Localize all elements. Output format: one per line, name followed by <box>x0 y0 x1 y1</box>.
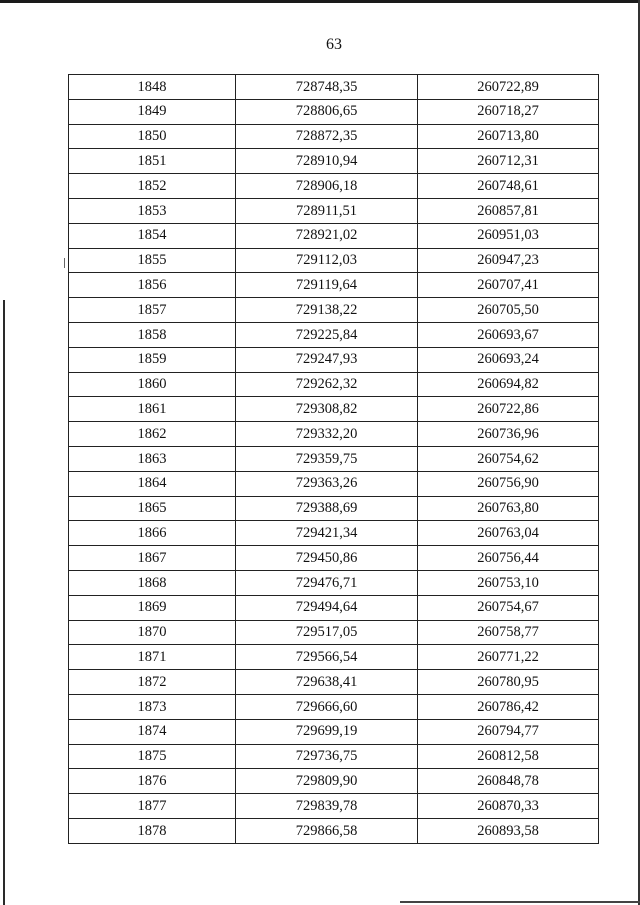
x-coordinate-cell: 729359,75 <box>236 446 418 471</box>
x-coordinate-cell: 729308,82 <box>236 397 418 422</box>
y-coordinate-cell: 260693,24 <box>418 347 599 372</box>
point-number-cell: 1874 <box>69 719 236 744</box>
x-coordinate-cell: 728748,35 <box>236 75 418 100</box>
y-coordinate-cell: 260786,42 <box>418 694 599 719</box>
point-number-cell: 1848 <box>69 75 236 100</box>
scan-border-bottom <box>400 901 640 903</box>
point-number-cell: 1876 <box>69 769 236 794</box>
point-number-cell: 1867 <box>69 546 236 571</box>
table-row <box>69 570 599 595</box>
y-coordinate-cell: 260870,33 <box>418 794 599 819</box>
x-coordinate-cell: 729566,54 <box>236 645 418 670</box>
y-coordinate-cell: 260718,27 <box>418 99 599 124</box>
y-coordinate-cell: 260758,77 <box>418 620 599 645</box>
point-number-cell: 1864 <box>69 471 236 496</box>
coordinates-table-body <box>69 75 599 844</box>
table-row <box>69 794 599 819</box>
table-row <box>69 174 599 199</box>
y-coordinate-cell: 260794,77 <box>418 719 599 744</box>
y-coordinate-cell: 260713,80 <box>418 124 599 149</box>
x-coordinate-cell: 729517,05 <box>236 620 418 645</box>
y-coordinate-cell: 260754,67 <box>418 595 599 620</box>
point-number-cell: 1877 <box>69 794 236 819</box>
y-coordinate-cell: 260705,50 <box>418 298 599 323</box>
y-coordinate-cell: 260712,31 <box>418 149 599 174</box>
table-row <box>69 124 599 149</box>
point-number-cell: 1866 <box>69 521 236 546</box>
x-coordinate-cell: 729332,20 <box>236 422 418 447</box>
point-number-cell: 1860 <box>69 372 236 397</box>
x-coordinate-cell: 729247,93 <box>236 347 418 372</box>
point-number-cell: 1853 <box>69 198 236 223</box>
y-coordinate-cell: 260947,23 <box>418 248 599 273</box>
table-row <box>69 446 599 471</box>
table-row <box>69 372 599 397</box>
point-number-cell: 1851 <box>69 149 236 174</box>
y-coordinate-cell: 260812,58 <box>418 744 599 769</box>
x-coordinate-cell: 728911,51 <box>236 198 418 223</box>
table-row <box>69 645 599 670</box>
point-number-cell: 1863 <box>69 446 236 471</box>
point-number-cell: 1869 <box>69 595 236 620</box>
point-number-cell: 1870 <box>69 620 236 645</box>
point-number-cell: 1856 <box>69 273 236 298</box>
table-row <box>69 521 599 546</box>
x-coordinate-cell: 728910,94 <box>236 149 418 174</box>
point-number-cell: 1859 <box>69 347 236 372</box>
x-coordinate-cell: 729494,64 <box>236 595 418 620</box>
table-row <box>69 75 599 100</box>
table-row <box>69 670 599 695</box>
point-number-cell: 1861 <box>69 397 236 422</box>
table-row <box>69 347 599 372</box>
y-coordinate-cell: 260694,82 <box>418 372 599 397</box>
table-row <box>69 248 599 273</box>
y-coordinate-cell: 260707,41 <box>418 273 599 298</box>
table-row <box>69 620 599 645</box>
scan-border-top <box>0 0 640 3</box>
y-coordinate-cell: 260951,03 <box>418 223 599 248</box>
x-coordinate-cell: 729450,86 <box>236 546 418 571</box>
y-coordinate-cell: 260756,44 <box>418 546 599 571</box>
x-coordinate-cell: 729839,78 <box>236 794 418 819</box>
y-coordinate-cell: 260893,58 <box>418 818 599 843</box>
y-coordinate-cell: 260753,10 <box>418 570 599 595</box>
y-coordinate-cell: 260780,95 <box>418 670 599 695</box>
x-coordinate-cell: 729388,69 <box>236 496 418 521</box>
point-number-cell: 1873 <box>69 694 236 719</box>
point-number-cell: 1858 <box>69 322 236 347</box>
table-row <box>69 298 599 323</box>
point-number-cell: 1854 <box>69 223 236 248</box>
page-number: 63 <box>326 36 342 53</box>
table-row <box>69 422 599 447</box>
table-row <box>69 198 599 223</box>
point-number-cell: 1852 <box>69 174 236 199</box>
point-number-cell: 1872 <box>69 670 236 695</box>
table-row <box>69 397 599 422</box>
table-row <box>69 744 599 769</box>
table-row <box>69 694 599 719</box>
table-row <box>69 496 599 521</box>
point-number-cell: 1878 <box>69 818 236 843</box>
point-number-cell: 1865 <box>69 496 236 521</box>
table-row <box>69 322 599 347</box>
table-row <box>69 818 599 843</box>
x-coordinate-cell: 728872,35 <box>236 124 418 149</box>
x-coordinate-cell: 729809,90 <box>236 769 418 794</box>
x-coordinate-cell: 729736,75 <box>236 744 418 769</box>
y-coordinate-cell: 260857,81 <box>418 198 599 223</box>
table-row <box>69 719 599 744</box>
table-row <box>69 149 599 174</box>
point-number-cell: 1849 <box>69 99 236 124</box>
x-coordinate-cell: 729666,60 <box>236 694 418 719</box>
y-coordinate-cell: 260736,96 <box>418 422 599 447</box>
point-number-cell: 1857 <box>69 298 236 323</box>
table-row <box>69 471 599 496</box>
x-coordinate-cell: 729476,71 <box>236 570 418 595</box>
y-coordinate-cell: 260771,22 <box>418 645 599 670</box>
y-coordinate-cell: 260763,80 <box>418 496 599 521</box>
y-coordinate-cell: 260756,90 <box>418 471 599 496</box>
x-coordinate-cell: 729262,32 <box>236 372 418 397</box>
x-coordinate-cell: 728906,18 <box>236 174 418 199</box>
point-number-cell: 1868 <box>69 570 236 595</box>
x-coordinate-cell: 729421,34 <box>236 521 418 546</box>
table-row <box>69 223 599 248</box>
y-coordinate-cell: 260748,61 <box>418 174 599 199</box>
point-number-cell: 1850 <box>69 124 236 149</box>
x-coordinate-cell: 729225,84 <box>236 322 418 347</box>
x-coordinate-cell: 729112,03 <box>236 248 418 273</box>
table-row <box>69 769 599 794</box>
x-coordinate-cell: 729699,19 <box>236 719 418 744</box>
y-coordinate-cell: 260848,78 <box>418 769 599 794</box>
x-coordinate-cell: 728921,02 <box>236 223 418 248</box>
coordinates-table <box>68 74 599 844</box>
x-coordinate-cell: 729363,26 <box>236 471 418 496</box>
point-number-cell: 1855 <box>69 248 236 273</box>
x-coordinate-cell: 729638,41 <box>236 670 418 695</box>
table-row <box>69 273 599 298</box>
x-coordinate-cell: 729138,22 <box>236 298 418 323</box>
table-row <box>69 595 599 620</box>
y-coordinate-cell: 260754,62 <box>418 446 599 471</box>
point-number-cell: 1871 <box>69 645 236 670</box>
point-number-cell: 1862 <box>69 422 236 447</box>
table-row <box>69 99 599 124</box>
y-coordinate-cell: 260693,67 <box>418 322 599 347</box>
point-number-cell: 1875 <box>69 744 236 769</box>
table-row <box>69 546 599 571</box>
x-coordinate-cell: 729119,64 <box>236 273 418 298</box>
y-coordinate-cell: 260722,86 <box>418 397 599 422</box>
x-coordinate-cell: 729866,58 <box>236 818 418 843</box>
y-coordinate-cell: 260763,04 <box>418 521 599 546</box>
x-coordinate-cell: 728806,65 <box>236 99 418 124</box>
y-coordinate-cell: 260722,89 <box>418 75 599 100</box>
scan-artifact-mark <box>64 258 65 268</box>
scan-border-left <box>3 300 5 905</box>
